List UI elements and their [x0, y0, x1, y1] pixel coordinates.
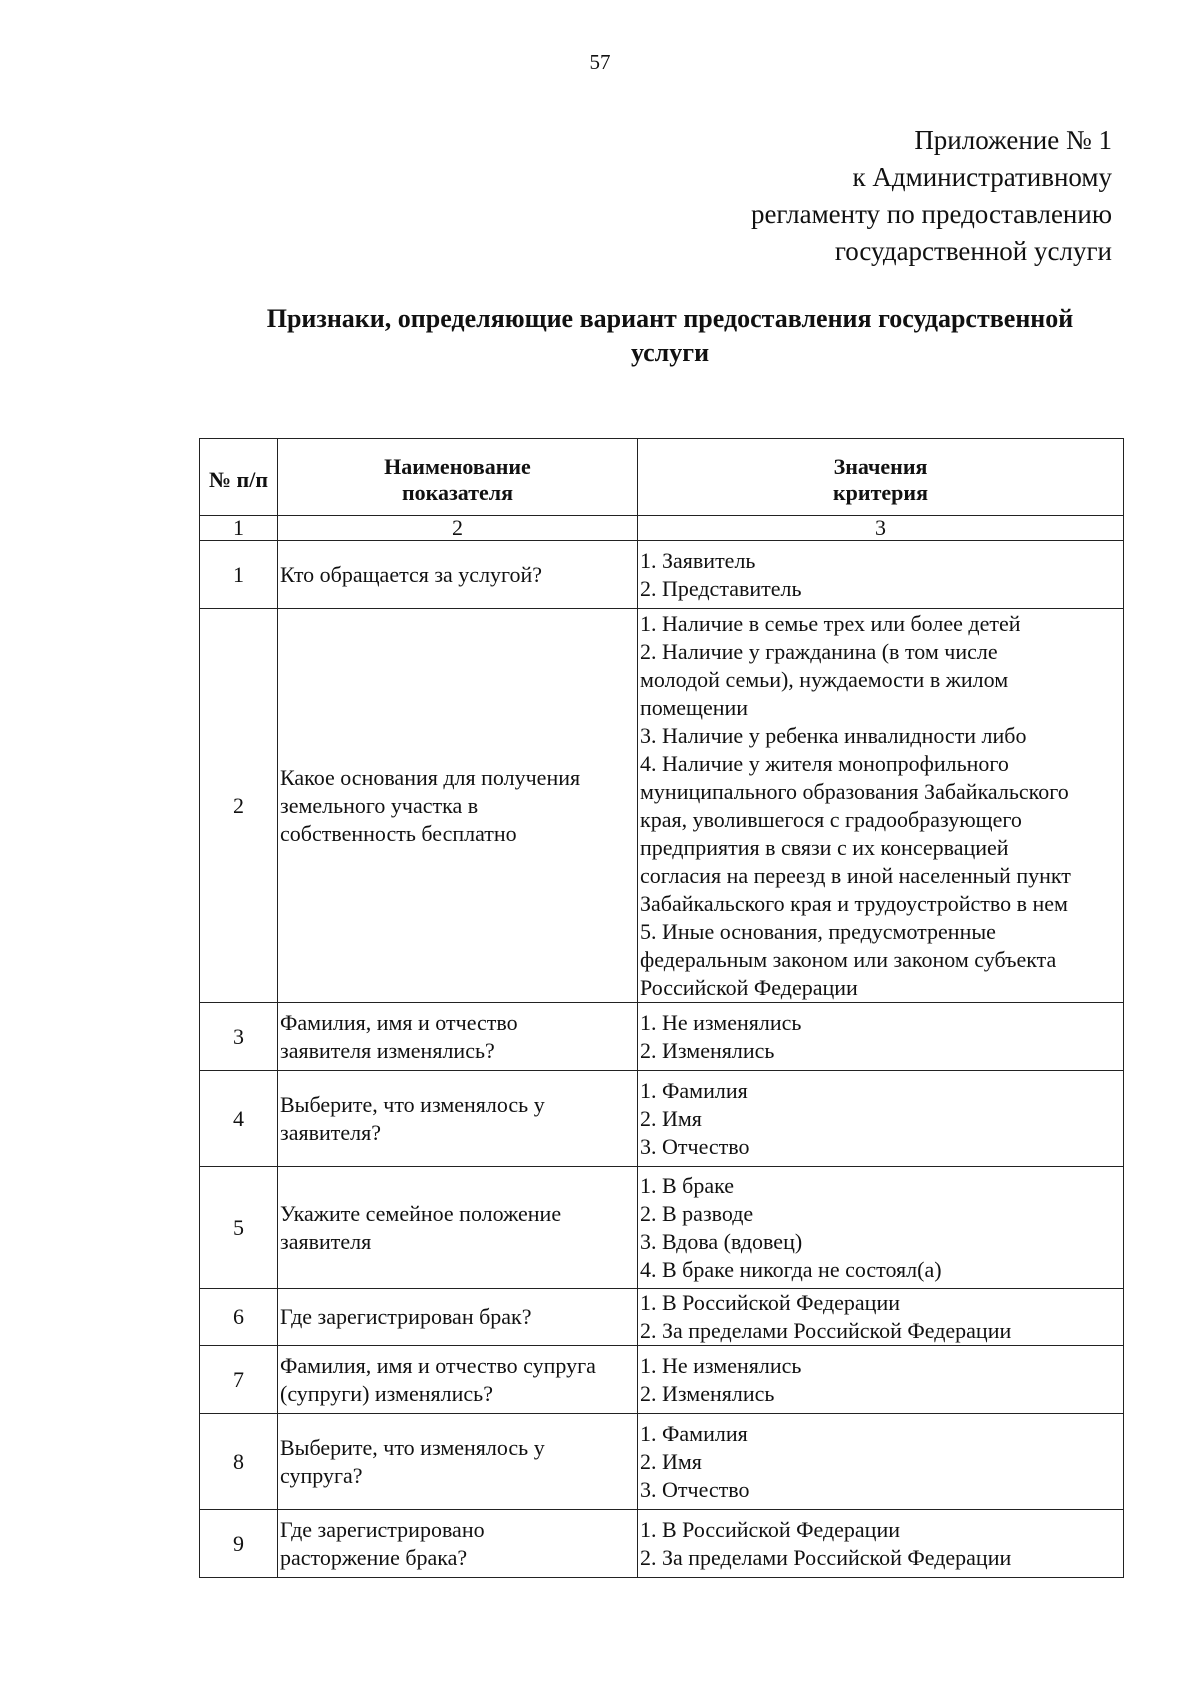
appendix-line: государственной услуги: [834, 236, 1112, 266]
value-line: 3. Наличие у ребенка инвалидности либо: [640, 722, 1027, 748]
table-row: [200, 1071, 1124, 1167]
table-row: [200, 1167, 1124, 1289]
indicator-line: заявителя изменялись?: [280, 1037, 495, 1063]
value-line: 2. За пределами Российской Федерации: [640, 1318, 1012, 1343]
value-line: 2. В разводе: [640, 1200, 754, 1226]
value-line: края, уволившегося с градообразующего: [640, 806, 1022, 832]
indicator-cell: [278, 1289, 638, 1346]
row-number: 7: [200, 1346, 278, 1414]
indicator-cell: [278, 1346, 638, 1414]
values-cell: [638, 1003, 1124, 1071]
criteria-table: [199, 438, 1124, 1578]
value-line: муниципального образования Забайкальского: [640, 778, 1069, 804]
column-number: 3: [638, 516, 1124, 541]
values-cell: [638, 1346, 1124, 1414]
value-line: 1. Фамилия: [640, 1077, 748, 1103]
table-row: [200, 1346, 1124, 1414]
indicator-cell: [278, 1167, 638, 1289]
indicator-cell: [278, 1414, 638, 1510]
header-indicator-line: показателя: [401, 480, 514, 505]
row-number: 2: [200, 609, 278, 1003]
table-row: [200, 541, 1124, 609]
table-row: [200, 1510, 1124, 1578]
title-line: Признаки, определяющие вариант предоставления государственной: [266, 304, 1074, 333]
column-number-row: [200, 516, 1124, 541]
value-line: 2. Имя: [640, 1105, 702, 1131]
table-row: [200, 1289, 1124, 1346]
value-line: 1. Не изменялись: [640, 1352, 802, 1378]
appendix-note: [751, 122, 1112, 270]
indicator-line: Какое основания для получения: [280, 764, 581, 790]
values-cell: [638, 541, 1124, 609]
values-cell: [638, 1071, 1124, 1167]
value-line: помещении: [640, 694, 749, 720]
row-number: 9: [200, 1510, 278, 1578]
table-header-row: [200, 439, 1124, 516]
row-number: 6: [200, 1289, 278, 1346]
value-line: Забайкальского края и трудоустройство в нем: [640, 890, 1068, 916]
indicator-line: Фамилия, имя и отчество супруга: [280, 1352, 596, 1378]
document-title: [210, 302, 1130, 370]
row-number: 1: [200, 541, 278, 609]
indicator-line: Кто обращается за услугой?: [280, 561, 543, 587]
values-cell: [638, 1510, 1124, 1578]
indicator-cell: [278, 1071, 638, 1167]
values-cell: [638, 1289, 1124, 1346]
value-line: 2. Наличие у гражданина (в том числе: [640, 638, 998, 664]
indicator-line: Фамилия, имя и отчество: [280, 1009, 518, 1035]
value-line: 1. Не изменялись: [640, 1009, 802, 1035]
value-line: 3. Отчество: [640, 1476, 750, 1502]
row-number: 3: [200, 1003, 278, 1071]
header-num: № п/п: [200, 439, 278, 516]
indicator-line: заявителя?: [280, 1119, 381, 1145]
indicator-line: собственность бесплатно: [280, 820, 517, 846]
indicator-cell: [278, 1003, 638, 1071]
value-line: 4. В браке никогда не состоял(а): [640, 1256, 942, 1282]
value-line: 2. Изменялись: [640, 1380, 775, 1406]
table-row: [200, 1414, 1124, 1510]
table-row: [200, 1003, 1124, 1071]
value-line: 1. Фамилия: [640, 1420, 748, 1446]
indicator-cell: [278, 1510, 638, 1578]
row-number: 5: [200, 1167, 278, 1289]
value-line: 1. Наличие в семье трех или более детей: [640, 610, 1021, 636]
value-line: 1. Заявитель: [640, 547, 756, 573]
values-cell: [638, 1414, 1124, 1510]
row-number: 8: [200, 1414, 278, 1510]
value-line: 1. В Российской Федерации: [640, 1290, 900, 1315]
table-row: [200, 609, 1124, 1003]
value-line: 3. Вдова (вдовец): [640, 1228, 803, 1254]
appendix-line: к Административному: [852, 162, 1112, 192]
values-cell: [638, 1167, 1124, 1289]
table-body: [200, 541, 1124, 1578]
header-values: [638, 439, 1124, 516]
value-line: 3. Отчество: [640, 1133, 750, 1159]
header-values-line: Значения: [833, 454, 928, 479]
header-indicator-line: Наименование: [384, 454, 531, 479]
indicator-line: заявителя: [280, 1228, 372, 1254]
indicator-line: Выберите, что изменялось у: [280, 1091, 545, 1117]
value-line: 1. В Российской Федерации: [640, 1516, 900, 1542]
value-line: 5. Иные основания, предусмотренные: [640, 918, 996, 944]
values-cell: [638, 609, 1124, 1003]
value-line: федеральным законом или законом субъекта: [640, 946, 1057, 972]
column-number: 1: [200, 516, 278, 541]
indicator-cell: [278, 609, 638, 1003]
column-number: 2: [278, 516, 638, 541]
header-values-line: критерия: [833, 480, 928, 505]
indicator-line: супруга?: [280, 1462, 363, 1488]
value-line: согласия на переезд в иной населенный пункт: [640, 862, 1071, 888]
page-number: 57: [589, 50, 611, 74]
indicator-cell: [278, 541, 638, 609]
value-line: предприятия в связи с их консервацией: [640, 834, 1009, 860]
value-line: 1. В браке: [640, 1172, 735, 1198]
row-number: 4: [200, 1071, 278, 1167]
appendix-line: регламенту по предоставлению: [750, 199, 1112, 229]
indicator-line: земельного участка в: [280, 792, 479, 818]
title-line: услуги: [630, 338, 710, 367]
value-line: Российской Федерации: [640, 974, 858, 1000]
value-line: 4. Наличие у жителя монопрофильного: [640, 750, 1009, 776]
indicator-line: Выберите, что изменялось у: [280, 1434, 545, 1460]
value-line: 2. За пределами Российской Федерации: [640, 1544, 1012, 1570]
value-line: 2. Имя: [640, 1448, 702, 1474]
value-line: молодой семьи), нуждаемости в жилом: [640, 666, 1009, 692]
indicator-line: расторжение брака?: [280, 1544, 468, 1570]
value-line: 2. Представитель: [640, 575, 802, 601]
header-indicator: [278, 439, 638, 516]
indicator-line: (супруги) изменялись?: [280, 1380, 493, 1406]
indicator-line: Укажите семейное положение: [280, 1200, 562, 1226]
value-line: 2. Изменялись: [640, 1037, 775, 1063]
appendix-line: Приложение № 1: [914, 125, 1112, 155]
indicator-line: Где зарегистрирован брак?: [280, 1304, 532, 1329]
indicator-line: Где зарегистрировано: [280, 1516, 485, 1542]
